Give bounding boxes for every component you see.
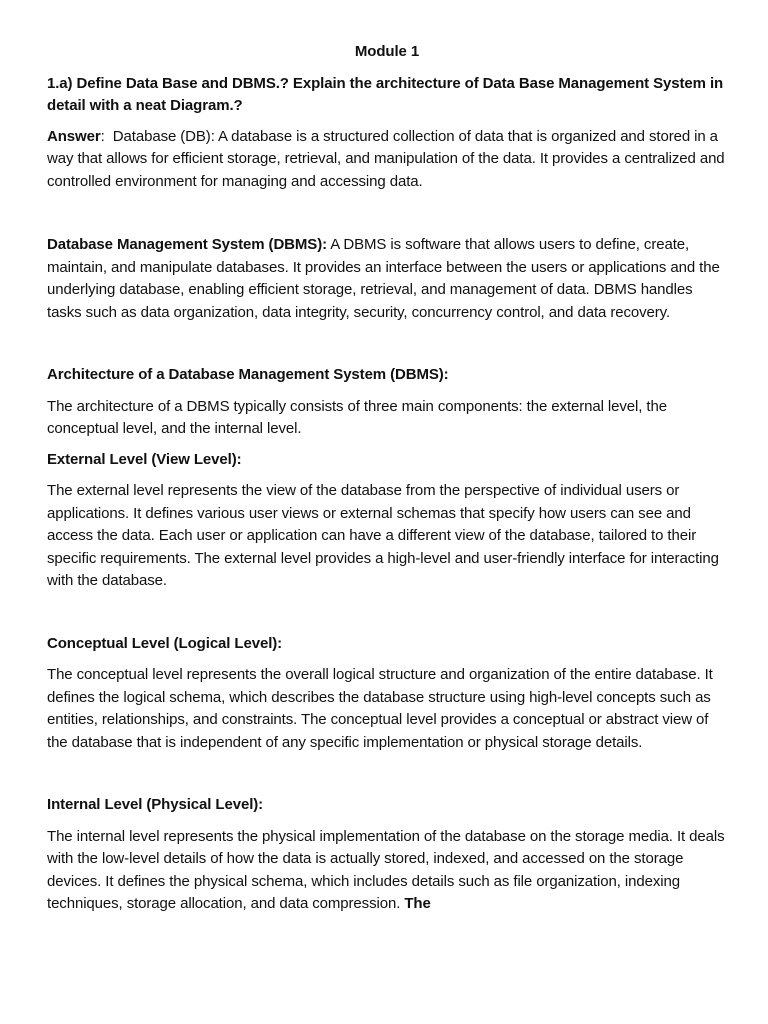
dbms-text: A DBMS is software that allows users to define, create, maintain, and manipulate databases. It provides an interface between the users or applications and the underlying database, enabling efficient storage, retrieval, and management of data. DBMS handles tasks such as data organization, data integrity, security, concurrency control, and data recovery. <box>47 236 720 321</box>
document-title: Module 1 <box>354 43 420 60</box>
internal-level-heading: Internal Level (Physical Level): <box>47 796 264 813</box>
conceptual-level-paragraph: The conceptual level represents the overall logical structure and organization of the entire database. It defines the logical schema, which describes the database structure using high-level concepts such as entities, relationships, and constraints. The conceptual level provides a conceptual or abstract view of the database that is independent of any specific implementation or physical storage details. <box>47 666 713 751</box>
question-text: 1.a) Define Data Base and DBMS.? Explain the architecture of Data Base Management System in detail with a neat Diagram.? <box>47 74 724 114</box>
dbms-paragraph <box>47 234 727 324</box>
internal-level-paragraph <box>47 826 727 916</box>
internal-level-text: The internal level represents the physical implementation of the database on the storage media. It deals with the low-level details of how the data is actually stored, indexed, and accessed on the storage devices. It defines the physical schema, which includes details such as file organization, indexing techniques, storage allocation, and data compression. <box>47 827 725 912</box>
external-level-heading: External Level (View Level): <box>47 450 242 468</box>
document-body <box>47 41 727 916</box>
conceptual-level-heading: Conceptual Level (Logical Level): <box>47 634 283 652</box>
architecture-paragraph: The architecture of a DBMS typically consists of three main components: the external level, the conceptual level, and the internal level. <box>47 397 667 437</box>
external-level-paragraph: The external level represents the view of the database from the perspective of individual users or applications. It defines various user views or external schemas that specify how users can see and access the data. Each user or application can have a different view of the database, tailored to their specific requirements. The external level provides a high-level and user-friendly interface for interacting with the database. <box>47 482 719 589</box>
answer-paragraph <box>47 126 727 194</box>
answer-label: Answer <box>47 127 101 145</box>
answer-separator: : <box>100 127 113 145</box>
answer-text: Database (DB): A database is a structured collection of data that is organized and stored in a way that allows for efficient storage, retrieval, and manipulation of the data. It provides a centralized and controlled environment for managing and accessing data. <box>47 127 725 190</box>
dbms-label: Database Management System (DBMS): <box>47 236 328 253</box>
internal-level-trailing-bold: The <box>404 895 431 912</box>
architecture-heading: Architecture of a Database Management System (DBMS): <box>47 366 449 383</box>
